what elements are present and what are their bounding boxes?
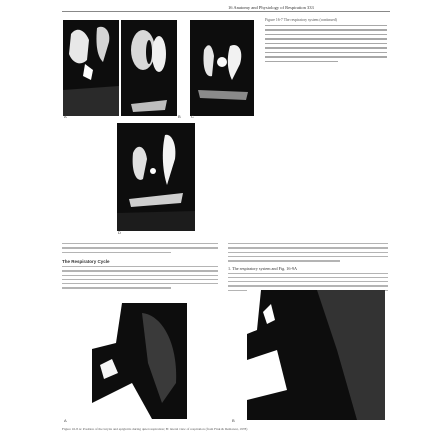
figure-caption-top-text: Figure 16-7 The respiratory system (continued) <box>265 18 337 22</box>
label-d: D <box>118 230 121 235</box>
header-rule <box>62 11 390 12</box>
larynx-photo-c <box>190 20 254 116</box>
respiration-photo-a-image <box>92 303 187 419</box>
right-text-column <box>228 243 388 294</box>
numbered-list-heading: 1. The respiratory system and Fig. 16-9A <box>228 265 298 271</box>
larynx-photo-d-image <box>117 123 195 231</box>
respiration-photo-a <box>92 303 187 419</box>
running-head: 16 Anatomy and Physiology of Respiration 333 <box>228 5 314 10</box>
label-b: B <box>178 114 181 119</box>
larynx-photo-a-image <box>63 20 119 116</box>
figure-caption-bottom: Figure 16-8 A: Position of the larynx and epiglottis during quiet respiration; B: lateral view of respiration (from Fink & Demarest, 1978) <box>62 427 248 431</box>
left-text-column <box>62 243 218 292</box>
label-bottom-a: A <box>64 418 67 423</box>
larynx-photo-b-image <box>121 20 177 116</box>
label-c: C <box>191 114 194 119</box>
label-bottom-b: B <box>232 418 235 423</box>
larynx-photo-c-image <box>190 20 254 116</box>
larynx-photo-b <box>121 20 177 116</box>
larynx-photo-a <box>63 20 119 116</box>
section-title-respiratory-cycle: The Respiratory Cycle <box>62 258 110 264</box>
label-a: A <box>64 114 67 119</box>
respiration-photo-b-image <box>247 290 385 420</box>
respiration-photo-b <box>247 290 385 420</box>
figure-caption-top <box>265 18 387 65</box>
larynx-photo-d <box>117 123 195 231</box>
